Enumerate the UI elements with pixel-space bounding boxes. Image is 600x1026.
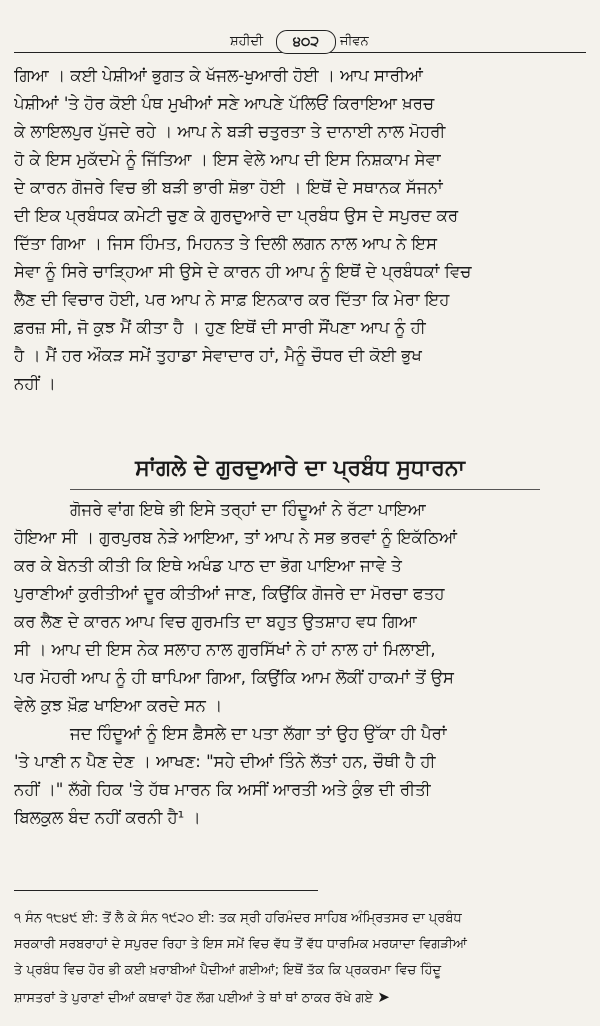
section-heading: ਸਾਂਗਲੇ ਦੇ ਗੁਰਦੁਆਰੇ ਦਾ ਪ੍ਰਬੰਧ ਸੁਧਾਰਨਾ — [135, 456, 465, 481]
text-line: ਕਰ ਕੇ ਬੇਨਤੀ ਕੀਤੀ ਕਿ ਇਥੇ ਅਖੰਡ ਪਾਠ ਦਾ ਭੋਗ ਪਾਇਆ ਜਾਵੇ ਤੇ — [14, 556, 402, 575]
footnote-line: ਸਰਕਾਰੀ ਸਰਬਰਾਹਾਂ ਦੇ ਸਪੁਰਦ ਰਿਹਾ ਤੇ ਇਸ ਸਮੇਂ ਵਿਚ ਵੱਧ ਤੋਂ ਵੱਧ ਧਾਰਮਿਕ ਮਰਯਾਦਾ ਵਿਗੜੀਆਂ — [14, 937, 467, 952]
text-line: ਦੇ ਕਾਰਨ ਗੋਜਰੇ ਵਿਚ ਭੀ ਬੜੀ ਭਾਰੀ ਸ਼ੋਭਾ ਹੋਈ । ਇਥੋਂ ਦੇ ਸਥਾਨਕ ਸੱਜਨਾਂ — [14, 178, 443, 197]
text-line: ਕਰ ਲੈਣ ਦੇ ਕਾਰਨ ਆਪ ਵਿਚ ਗੁਰਮਤਿ ਦਾ ਬਹੁਤ ਉਤਸ਼ਾਹ ਵਧ ਗਿਆ — [14, 612, 417, 631]
paragraph-2-3 — [14, 496, 590, 832]
text-line: ਸੀ । ਆਪ ਦੀ ਇਸ ਨੇਕ ਸਲਾਹ ਨਾਲ ਗੁਰਸਿੱਖਾਂ ਨੇ ਹਾਂ ਨਾਲ ਹਾਂ ਮਿਲਾਈ, — [14, 640, 436, 659]
header-title-left: ਸ਼ਹੀਦੀ — [230, 34, 264, 49]
text-line: ਸੇਵਾ ਨੂੰ ਸਿਰੇ ਚਾੜ੍ਹਿਆ ਸੀ ਉਸੇ ਦੇ ਕਾਰਨ ਹੀ ਆਪ ਨੂੰ ਇਥੋਂ ਦੇ ਪ੍ਰਬੰਧਕਾਂ ਵਿਚ — [14, 262, 472, 281]
text-line: ਬਿਲਕੁਲ ਬੰਦ ਨਹੀਂ ਕਰਨੀ ਹੈ¹ । — [14, 808, 201, 827]
footnote-line: ਤੇ ਪ੍ਰਬੰਧ ਵਿਚ ਹੋਰ ਭੀ ਕਈ ਖ਼ਰਾਬੀਆਂ ਪੈਦੀਆਂ ਗਈਆਂ; ਇਥੋਂ ਤੱਕ ਕਿ ਪ੍ਰਕਰਮਾ ਵਿਚ ਹਿੰਦੂ — [14, 963, 442, 978]
header-title-right: ਜੀਵਨ — [340, 34, 369, 49]
text-line: ਜਦ ਹਿੰਦੂਆਂ ਨੂੰ ਇਸ ਫ਼ੈਸਲੇ ਦਾ ਪਤਾ ਲੱਗਾ ਤਾਂ ਉਹ ਉੱਕਾ ਹੀ ਪੈਰਾਂ — [70, 724, 447, 743]
text-line: ਹੋਇਆ ਸੀ । ਗੁਰਪੁਰਬ ਨੇੜੇ ਆਇਆ, ਤਾਂ ਆਪ ਨੇ ਸਭ ਭਰਵਾਂ ਨੂੰ ਇਕੱਠਿਆਂ — [14, 528, 457, 547]
running-header — [14, 32, 586, 56]
footnote-line — [14, 984, 594, 1010]
footnote-line-text: ਸ਼ਾਸਤਰਾਂ ਤੇ ਪੁਰਾਣਾਂ ਦੀਆਂ ਕਥਾਵਾਂ ਹੋਣ ਲੱਗ ਪਈਆਂ ਤੇ ਥਾਂ ਥਾਂ ਠਾਕਰ ਰੱਖੇ ਗਏ — [14, 991, 374, 1006]
page-number: ੪੦੨ — [276, 30, 336, 54]
text-line: ਨਹੀਂ । — [14, 374, 56, 393]
text-line: 'ਤੇ ਪਾਣੀ ਨ ਪੈਣ ਦੇਣ । ਆਖਣ: "ਸਹੇ ਦੀਆਂ ਤਿੰਨੇ ਲੱਤਾਂ ਹਨ, ਚੌਥੀ ਹੈ ਹੀ — [14, 752, 436, 771]
text-line: ਹੋ ਕੇ ਇਸ ਮੁਕੱਦਮੇ ਨੂੰ ਜਿੱਤਿਆ । ਇਸ ਵੇਲੇ ਆਪ ਦੀ ਇਸ ਨਿਸ਼ਕਾਮ ਸੇਵਾ — [14, 150, 441, 169]
footnote-line: ੧ ਸੰਨ ੧੮੪੯ ਈ: ਤੋਂ ਲੈ ਕੇ ਸੰਨ ੧੯੨੦ ਈ: ਤਕ ਸ੍ਰੀ ਹਰਿਮੰਦਰ ਸਾਹਿਬ ਅੰਮ੍ਰਿਤਸਰ ਦਾ ਪ੍ਰਬੰਧ — [14, 911, 462, 926]
continue-arrow-icon: ➤ — [377, 988, 390, 1006]
heading-underline — [70, 489, 540, 490]
text-line: ਫ਼ਰਜ਼ ਸੀ, ਜੋ ਕੁਝ ਮੈਂ ਕੀਤਾ ਹੈ । ਹੁਣ ਇਥੋਂ ਦੀ ਸਾਰੀ ਸੌਂਪਣਾ ਆਪ ਨੂੰ ਹੀ — [14, 318, 426, 337]
text-line: ਦੀ ਇਕ ਪ੍ਰਬੰਧਕ ਕਮੇਟੀ ਚੁਣ ਕੇ ਗੁਰਦੁਆਰੇ ਦਾ ਪ੍ਰਬੰਧ ਉਸ ਦੇ ਸਪੁਰਦ ਕਰ — [14, 206, 459, 225]
text-line: ਹੈ । ਮੈਂ ਹਰ ਔਕੜ ਸਮੇਂ ਤੁਹਾਡਾ ਸੇਵਾਦਾਰ ਹਾਂ, ਮੈਨੂੰ ਚੌਧਰ ਦੀ ਕੋਈ ਭੁਖ — [14, 346, 422, 365]
text-line: ਪਰ ਮੋਹਰੀ ਆਪ ਨੂੰ ਹੀ ਥਾਪਿਆ ਗਿਆ, ਕਿਉਂਕਿ ਆਮ ਲੋਕੀਂ ਹਾਕਮਾਂ ਤੋਂ ਉਸ — [14, 668, 454, 687]
text-line: ਪੇਸ਼ੀਆਂ 'ਤੇ ਹੋਰ ਕੋਈ ਪੰਥ ਮੁਖੀਆਂ ਸਣੇ ਆਪਣੇ ਪੱਲਿਓਂ ਕਿਰਾਇਆ ਖ਼ਰਚ — [14, 94, 435, 113]
footnote-rule — [14, 890, 318, 891]
text-line: ਲੈਣ ਦੀ ਵਿਚਾਰ ਹੋਈ, ਪਰ ਆਪ ਨੇ ਸਾਫ਼ ਇਨਕਾਰ ਕਰ ਦਿੱਤਾ ਕਿ ਮੇਰਾ ਇਹ — [14, 290, 450, 309]
text-line: ਨਹੀਂ ।" ਲੱਗੇ ਹਿਕ 'ਤੇ ਹੱਥ ਮਾਰਨ ਕਿ ਅਸੀਂ ਆਰਤੀ ਅਤੇ ਕੁੰਭ ਦੀ ਰੀਤੀ — [14, 780, 431, 799]
text-line: ਗਿਆ । ਕਈ ਪੇਸ਼ੀਆਂ ਭੁਗਤ ਕੇ ਖੱਜਲ-ਖੁਆਰੀ ਹੋਈ । ਆਪ ਸਾਰੀਆਂ — [14, 66, 423, 85]
text-line: ਪੁਰਾਣੀਆਂ ਕੁਰੀਤੀਆਂ ਦੂਰ ਕੀਤੀਆਂ ਜਾਣ, ਕਿਉਂਕਿ ਗੋਜਰੇ ਦਾ ਮੋਰਚਾ ਫਤਹ — [14, 584, 445, 603]
text-line: ਗੋਜਰੇ ਵਾਂਗ ਇਥੇ ਭੀ ਇਸੇ ਤਰ੍ਹਾਂ ਦਾ ਹਿੰਦੂਆਂ ਨੇ ਰੱਟਾ ਪਾਇਆ — [70, 500, 426, 519]
footnote — [14, 906, 594, 1010]
text-line: ਕੇ ਲਾਇਲਪੁਰ ਪੁੱਜਦੇ ਰਹੇ । ਆਪ ਨੇ ਬੜੀ ਚਤੁਰਤਾ ਤੇ ਦਾਨਾਈ ਨਾਲ ਮੋਹਰੀ — [14, 122, 446, 141]
paragraph-1 — [14, 62, 590, 398]
text-line: ਦਿੱਤਾ ਗਿਆ । ਜਿਸ ਹਿੰਮਤ, ਮਿਹਨਤ ਤੇ ਦਿਲੀ ਲਗਨ ਨਾਲ ਆਪ ਨੇ ਇਸ — [14, 234, 437, 253]
text-line: ਵੇਲੇ ਕੁਝ ਖ਼ੌਫ਼ ਖਾਇਆ ਕਰਦੇ ਸਨ । — [14, 696, 223, 715]
